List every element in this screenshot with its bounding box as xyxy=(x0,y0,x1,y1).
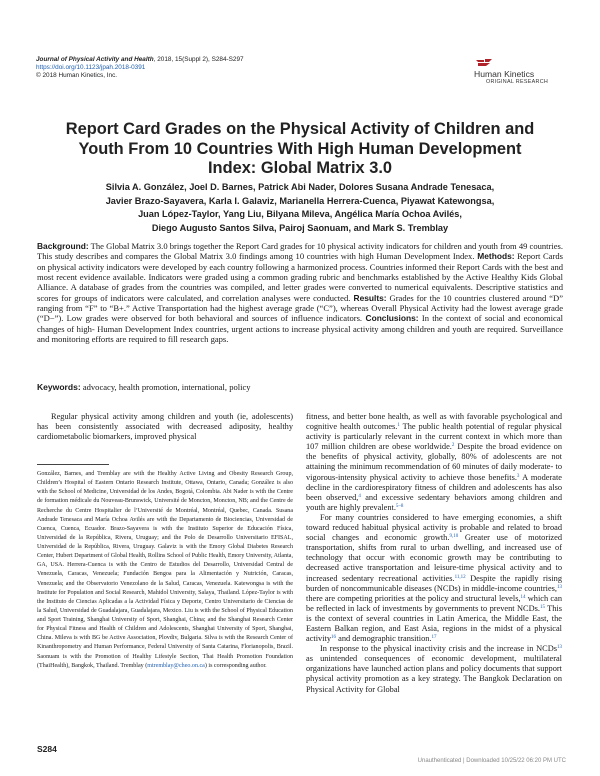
doi-link[interactable]: https://doi.org/10.1123/jpah.2018-0391 xyxy=(36,64,146,72)
author-line: Silvia A. González, Joel D. Barnes, Patrick Abi Nader, Dolores Susana Andrade Tenesaca, xyxy=(105,182,495,192)
article-title: Report Card Grades on the Physical Activity of Children and Youth From 10 Countries With High Human Development Index: Global Matrix 3.0 xyxy=(65,120,535,177)
body-paragraph: For many countries considered to have emerging economies, a shift toward reduced habitual physical activity is probable and related to broad social changes and economic growth.$^{9,10}$ Greater use of motorized transportation, shifts from rural to urban dwelling, and increased use of technology that occur with economic growth may be contributing to decreased active transportation and leisure-time physical activity and to increased sedentary recreational activities.$^{11,12}$ Despite the rapidly rising burden of noncommunicable diseases (NCDs) in middle-income countries,$^{13}$ there are competing priorities at the policy and structural levels,$^{14}$ which can be reflected in lack of investments by governments to prevent NCDs.$^{15}$ This is the context of several countries in Latin America, the Middle East, the Eastern Balkan region, and East Asia, regions in the midst of a physical activity$^{16}$ and demographic transition.$^{17}$ xyxy=(306,512,562,644)
body-paragraph: Regular physical activity among children and youth (ie, adolescents) has been consistently associated with decreased adiposity, healthy cardiometabolic biomarkers, improved physical xyxy=(37,412,293,442)
affiliations-text: González, Barnes, and Tremblay are with the Healthy Active Living and Obesity Research Group, Children’s Hospital of Eastern Ontario Research Institute, Ottawa, Ontario, Canada; González is also with the School of Medicine, Universidad de los Andes, Bogotá, Colombia. Abi Nader is with the Centre de formation médicale du Nouveau-Brunswick, Université de Moncton, Moncton, NB; and the Centre de Recherche du Centre Hospitalier de l’Université de Montréal, Montréal, Quebec, Canada. Susana Andrade Tenesaca and María Ochoa Avilés are with the Departamento de Biociencias, Universidad de Cuenca, Cuenca, Ecuador. Brazo-Sayavera is with the Instituto Superior de Educación Física, Universidad de la República, Rivera, Uruguay; and the Polo de Desarrollo Universitario EFISAL, Universidad de la República, Rivera, Uruguay. Galaviz is with the Emory Global Diabetes Research Center, Hubert Department of Global Health, Rollins School of Public Health, Emory University, Atlanta, GA, USA. Herrera-Cuenca is with the Centro de Estudios del Desarrollo, Universidad Central de Venezuela, Caracas, Venezuela; Fundación Bengoa para la Alimentación y Nutrición, Caracas, Venezuela; and the Observatorio Venezolano de la Salud, Caracas, Venezuela. Katewongsa is with the Institute for Population and Social Research, Mahidol University, Salaya, Thailand. López-Taylor is with the Instituto de Ciencias Aplicadas a la Actividad Física y Deporte, Centro Universitario de Ciencias de la Salud, Universidad de Guadalajara, Guadalajara, Mexico. Liu is with the School of Physical Education and Sport Training, Shanghai University of Sport, Shanghai, China; and the Shanghai Research Center for Physical Fitness and Health of Children and Adolescents, Shanghai University of Sport, Shanghai, China. Mileva is with BG be Active Association, Plovdiv, Bulgaria. Silva is with the Research Center of Kinanthropometry and Human Performance, Federal University of Santa Catarina, Florianopolis, Brazil. Saonuam is with the Promotion of Healthy Lifestyle Section, Thai Health Promotion Foundation (ThaiHealth), Bangkok, Thailand. Tremblay ( xyxy=(37,471,293,669)
abstract-label-conclusions: Conclusions: xyxy=(362,313,419,324)
journal-header xyxy=(36,56,396,81)
keywords-text: advocacy, health promotion, international, policy xyxy=(80,382,251,392)
ref-link[interactable]: 3 xyxy=(516,473,520,479)
ref-link[interactable]: 14 xyxy=(520,594,526,600)
body-paragraph: fitness, and better bone health, as well as with favorable psychological and cognitive health outcomes.$^1$ The public health potential of regular physical activity is particularly relevant in the current context in which more than 107 million children are obese worldwide.$^2$ Despite the broad evidence on the benefits of physical activity, globally, 80% of adolescents are not attaining the minimum recommendation of 60 minutes of daily moderate- to vigorous-intensity physical activity to achieve those benefits.$^3$ A moderate decline in the cardiorespiratory fitness of children and adolescents has also been observed,$^4$ and excessive sedentary behaviors among children and youth are highly prevalent.$^{5-8}$ xyxy=(306,412,562,512)
abstract xyxy=(37,241,563,344)
body-column-right xyxy=(306,412,562,695)
footnote-divider xyxy=(37,464,109,465)
ref-link[interactable]: 16 xyxy=(331,635,337,641)
page-number: S284 xyxy=(37,744,57,754)
corresponding-email-link[interactable]: mtremblay@cheo.on.ca xyxy=(147,662,205,669)
author-list xyxy=(70,181,530,235)
author-line: Javier Brazo-Sayavera, Karla I. Galaviz, Marianella Herrera-Cuenca, Piyawat Katewongsa, xyxy=(105,195,495,206)
copyright: © 2018 Human Kinetics, Inc. xyxy=(36,72,118,80)
access-watermark: Unauthenticated | Downloaded 10/25/22 06:20 PM UTC xyxy=(417,758,566,764)
affiliations-tail: ) is corresponding author. xyxy=(204,662,267,669)
ref-link[interactable]: 5–8 xyxy=(395,503,404,509)
ref-link[interactable]: 9,10 xyxy=(449,534,459,540)
ref-link[interactable]: 11,12 xyxy=(454,574,466,580)
keywords-label: Keywords: xyxy=(37,382,81,392)
body-column-left xyxy=(37,412,293,442)
publisher-logo xyxy=(472,56,568,86)
body-paragraph: In response to the physical inactivity crisis and the increase in NCDs$^{13}$ as unintended consequences of economic development, multilateral organizations have launched action plans and policy documents that support physical activity promotion as a key strategy. The Bangkok Declaration on Physical Activity for Global xyxy=(306,644,562,694)
article-type: ORIGINAL RESEARCH xyxy=(486,79,549,85)
journal-name: Journal of Physical Activity and Health xyxy=(36,56,154,63)
abstract-label-results: Results: xyxy=(350,292,387,303)
author-line: Juan López-Taylor, Yang Liu, Bilyana Mileva, Angélica María Ochoa Avilés, xyxy=(138,209,462,220)
abstract-label-background: Background: xyxy=(37,241,89,251)
abstract-conclusions: In the context of social and economical changes of high- Human Development Index countries, urgent actions to increase physical activity among children and youth are required. Surveillance and monitoring efforts are required to fill research gaps. xyxy=(37,313,563,345)
ref-link[interactable]: 4 xyxy=(358,493,361,499)
author-line: Diego Augusto Santos Silva, Pairoj Saonuam, and Mark S. Tremblay xyxy=(151,222,449,233)
journal-citation: , 2018, 15(Suppl 2), S284-S297 xyxy=(153,56,244,63)
ref-link[interactable]: 17 xyxy=(431,635,437,641)
author-affiliations xyxy=(37,470,293,671)
abstract-results: Grades for the 10 countries clustered around “D” ranging from “F” to “B+.” Active Transportation had the highest average grade (“C”), whereas Overall Physical Activity had the lowest average grade (“D−”). Low grades were observed for both behavioral and sources of influence indicators. xyxy=(37,292,563,324)
ref-link[interactable]: 13 xyxy=(557,584,562,590)
ref-link[interactable]: 1 xyxy=(397,423,400,429)
keywords xyxy=(37,382,563,392)
abstract-label-methods: Methods: xyxy=(474,251,515,262)
ref-link[interactable]: 13 xyxy=(557,645,562,651)
publisher-name: Human Kinetics xyxy=(474,69,535,79)
ref-link[interactable]: 15 xyxy=(539,604,545,610)
ref-link[interactable]: 2 xyxy=(451,443,455,449)
abstract-methods: Report Cards on physical activity indicators were developed by each country following a harmonized process. Countries informed their Report Cards with the best and most recent evidence available. Indicators were graded using a common grading rubric and benchmarks established by the Active Healthy Kids Global Alliance. A database of grades from the countries was compiled, and letter grades were converted to numerical equivalents. Descriptive statistics and scores for groups of indicators were calculated, and correlation analyses were conducted. xyxy=(37,251,563,303)
abstract-background: The Global Matrix 3.0 brings together the Report Card grades for 10 physical activity indicators for children and youth from 49 countries. This study describes and compares the Global Matrix 3.0 findings among 10 countries with high Human Development Index. xyxy=(37,241,563,262)
